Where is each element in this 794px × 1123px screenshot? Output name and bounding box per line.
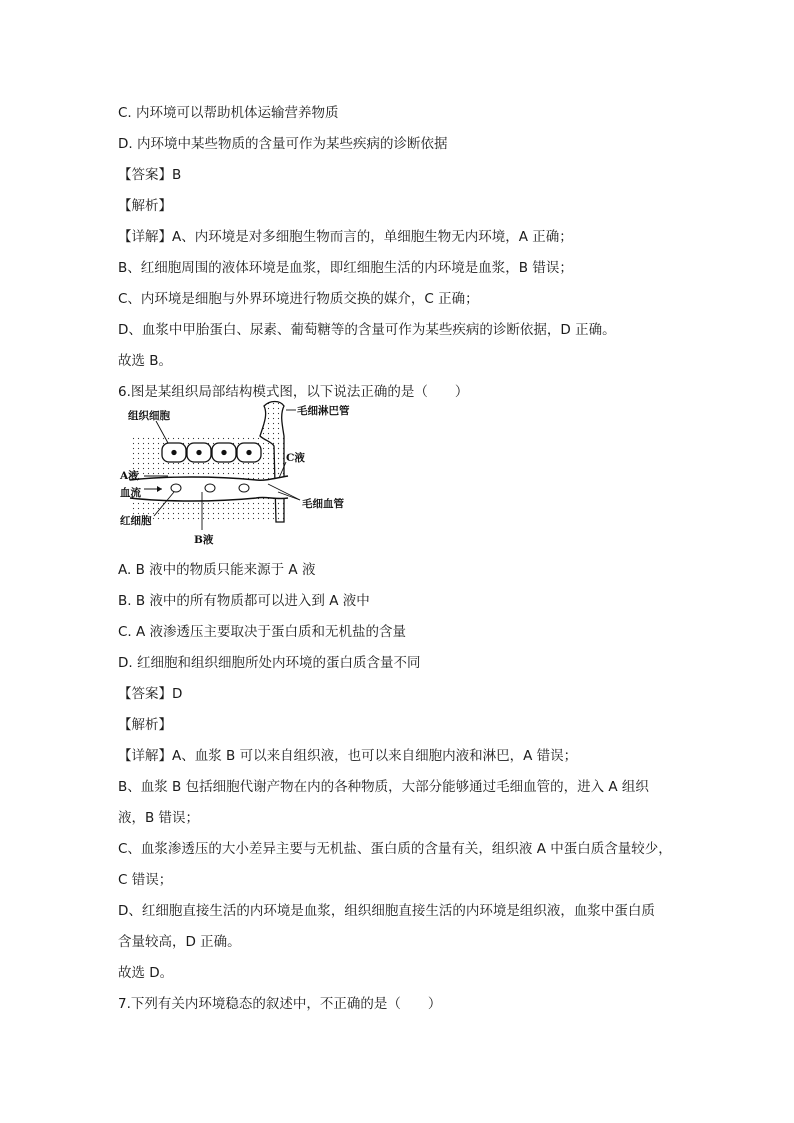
q5-detail-b: B、红细胞周围的液体环境是血浆，即红细胞生活的内环境是血浆，B 错误； bbox=[118, 260, 573, 276]
q6-stem: 6.图是某组织局部结构模式图，以下说法正确的是（ ） bbox=[118, 384, 469, 400]
q5-option-d: D. 内环境中某些物质的含量可作为某些疾病的诊断依据 bbox=[118, 136, 448, 152]
q6-detail-a: 【详解】A、血浆 B 可以来自组织液，也可以来自细胞内液和淋巴，A 错误； bbox=[118, 748, 578, 764]
blood-capillary-icon bbox=[130, 476, 288, 501]
q5-conclusion: 故选 B。 bbox=[118, 353, 173, 369]
q5-analysis-label: 【解析】 bbox=[118, 198, 172, 214]
label-blood-flow: 血流 bbox=[120, 487, 141, 499]
q6-answer: 【答案】D bbox=[118, 686, 183, 702]
label-lymph-capillary: 毛细淋巴管 bbox=[297, 405, 350, 417]
label-fluid-c: C液 bbox=[286, 452, 305, 464]
q6-detail-c1: C、血浆渗透压的大小差异主要与无机盐、蛋白质的含量有关，组织液 A 中蛋白质含量较少， bbox=[118, 841, 672, 857]
label-fluid-b: B液 bbox=[194, 534, 214, 546]
q6-analysis-label: 【解析】 bbox=[118, 717, 172, 733]
q5-detail-a: 【详解】A、内环境是对多细胞生物而言的，单细胞生物无内环境，A 正确； bbox=[118, 229, 573, 245]
q6-option-b: B. B 液中的所有物质都可以进入到 A 液中 bbox=[118, 593, 370, 609]
q6-detail-d2: 含量较高，D 正确。 bbox=[118, 934, 241, 950]
q6-conclusion: 故选 D。 bbox=[118, 965, 174, 981]
q6-detail-b2: 液，B 错误； bbox=[118, 810, 200, 826]
label-capillary: 毛细血管 bbox=[302, 498, 344, 510]
label-fluid-a: A液 bbox=[120, 470, 139, 482]
label-red-cell: 红细胞 bbox=[120, 515, 152, 527]
q6-option-a: A. B 液中的物质只能来源于 A 液 bbox=[118, 562, 316, 578]
q6-option-d: D. 红细胞和组织细胞所处内环境的蛋白质含量不同 bbox=[118, 655, 421, 671]
q6-detail-c2: C 错误； bbox=[118, 872, 173, 888]
label-tissue-cell: 组织细胞 bbox=[128, 410, 170, 422]
q6-detail-b1: B、血浆 B 包括细胞代谢产物在内的各种物质，大部分能够通过毛细血管的，进入 A 组织 bbox=[118, 779, 649, 795]
q5-option-c: C. 内环境可以帮助机体运输营养物质 bbox=[118, 105, 339, 121]
q5-detail-c: C、内环境是细胞与外界环境进行物质交换的媒介，C 正确； bbox=[118, 291, 479, 307]
q6-detail-d1: D、红细胞直接生活的内环境是血浆，组织细胞直接生活的内环境是组织液，血浆中蛋白质 bbox=[118, 903, 655, 919]
q6-option-c: C. A 液渗透压主要取决于蛋白质和无机盐的含量 bbox=[118, 624, 407, 640]
q7-stem: 7.下列有关内环境稳态的叙述中，不正确的是（ ） bbox=[118, 996, 442, 1012]
q5-answer: 【答案】B bbox=[118, 167, 182, 183]
q5-detail-d: D、血浆中甲胎蛋白、尿素、葡萄糖等的含量可作为某些疾病的诊断依据，D 正确。 bbox=[118, 322, 616, 338]
tissue-structure-diagram bbox=[116, 396, 366, 548]
